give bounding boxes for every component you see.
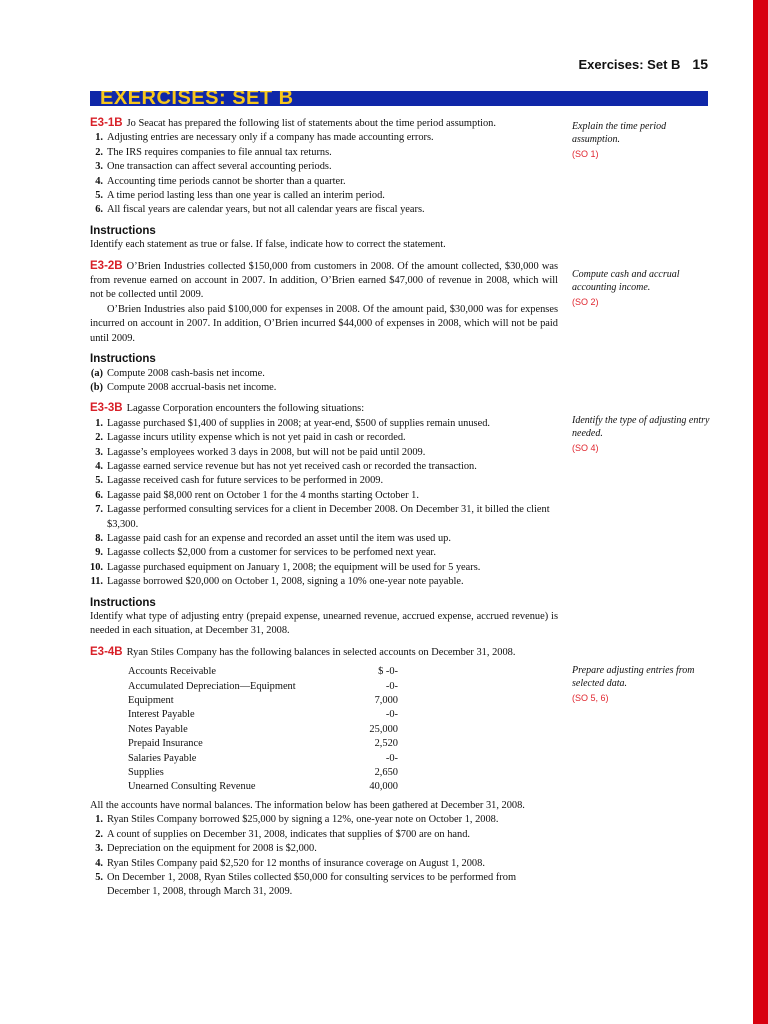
item-number: 2.	[95, 146, 103, 158]
running-head	[579, 56, 708, 72]
list-item	[90, 367, 558, 381]
list-item	[90, 842, 558, 856]
account-name: Accounts Receivable	[128, 666, 216, 678]
table-row	[128, 766, 398, 780]
table-row	[128, 680, 398, 694]
table-row	[128, 723, 398, 737]
margin-note-text: Prepare adjusting entries from selected data.	[572, 665, 695, 689]
item-number: 1.	[95, 814, 103, 826]
item-text: Lagasse paid cash for an expense and recorded an asset until the item was used up.	[107, 532, 451, 544]
item-text: Accounting time periods cannot be shorter than a quarter.	[107, 175, 346, 187]
exercise-e3-1b	[90, 116, 558, 253]
exercise-intro-text: O’Brien Industries collected $150,000 from customers in 2008. Of the amount collected, $30,000 was from revenue earned on account in 2007. In addition, O’Brien earned $47,000 of revenue in 2008, which will not be collected until 2009.	[90, 260, 558, 301]
account-amount: -0-	[385, 752, 398, 764]
exercise-id: E3-1B	[90, 117, 123, 129]
list-item	[90, 857, 558, 871]
list-item	[90, 546, 558, 560]
item-text: A count of supplies on December 31, 2008, indicates that supplies of $700 are on hand.	[107, 828, 471, 840]
list-item	[90, 871, 558, 900]
exercise-id: E3-2B	[90, 259, 123, 272]
item-number: 1.	[95, 132, 103, 144]
item-text: Lagasse’s employees worked 3 days in 2008, but will not be paid until 2009.	[107, 446, 426, 458]
item-number: 10.	[90, 561, 103, 573]
margin-note-text: Compute cash and accrual accounting income.	[572, 269, 680, 293]
item-number: 2.	[95, 828, 103, 840]
table-row	[128, 708, 398, 722]
list-item	[90, 460, 558, 474]
item-text: Adjusting entries are necessary only if a company has made accounting errors.	[107, 132, 434, 144]
item-text: Ryan Stiles Company paid $2,520 for 12 months of insurance coverage on August 1, 2008.	[107, 857, 485, 869]
exercise-e3-4b	[90, 645, 558, 900]
requirement-list	[90, 367, 558, 396]
account-name: Supplies	[128, 767, 164, 779]
item-letter: (b)	[90, 381, 103, 393]
exercise-e3-3b	[90, 401, 558, 639]
page-number: 15	[692, 56, 708, 72]
list-item	[90, 474, 558, 488]
item-number: 11.	[90, 576, 103, 588]
list-item	[90, 489, 558, 503]
item-text: Ryan Stiles Company borrowed $25,000 by signing a 12%, one-year note on October 1, 2008.	[107, 814, 499, 826]
account-amount: $ -0-	[378, 666, 398, 678]
item-number: 5.	[95, 475, 103, 487]
item-number: 7.	[95, 504, 103, 516]
account-amount: -0-	[385, 709, 398, 721]
table-row	[128, 694, 398, 708]
account-amount: -0-	[385, 680, 398, 692]
item-number: 1.	[95, 417, 103, 429]
section-banner	[90, 91, 708, 106]
study-objective-ref: (SO 5, 6)	[572, 693, 609, 703]
item-number: 4.	[95, 460, 103, 472]
item-text: Lagasse borrowed $20,000 on October 1, 2008, signing a 10% one-year note payable.	[107, 576, 464, 588]
list-item	[90, 431, 558, 445]
running-head-title: Exercises: Set B	[578, 57, 681, 72]
account-amount: 7,000	[374, 695, 398, 707]
information-list	[90, 813, 558, 899]
item-letter: (a)	[90, 367, 103, 379]
main-column	[90, 116, 558, 900]
item-number: 6.	[95, 204, 103, 216]
list-item	[90, 575, 558, 589]
account-name: Salaries Payable	[128, 752, 197, 764]
margin-note-e3-4b	[572, 664, 712, 705]
exercise-intro	[90, 116, 558, 131]
item-text: Depreciation on the equipment for 2008 is $2,000.	[107, 843, 317, 855]
situation-list	[90, 417, 558, 590]
list-item	[90, 189, 558, 203]
list-item	[90, 813, 558, 827]
list-item	[90, 131, 558, 145]
item-text: A time period lasting less than one year is called an interim period.	[107, 190, 385, 202]
item-text: Lagasse received cash for future services to be performed in 2009.	[107, 475, 384, 487]
item-number: 9.	[95, 547, 103, 559]
item-text: Lagasse performed consulting services for a client in December 2008. On December 31, it billed the client $3,300.	[107, 504, 550, 530]
list-item	[90, 160, 558, 174]
section-banner-title: EXERCISES: SET B	[100, 91, 294, 106]
study-objective-ref: (SO 2)	[572, 297, 599, 307]
exercise-intro-text: Ryan Stiles Company has the following balances in selected accounts on December 31, 2008.	[126, 646, 516, 658]
item-number: 8.	[95, 532, 103, 544]
item-text: Lagasse purchased equipment on January 1, 2008; the equipment will be used for 5 years.	[107, 561, 481, 573]
exercise-id: E3-4B	[90, 645, 123, 658]
margin-note-e3-2b	[572, 268, 712, 309]
list-item	[90, 561, 558, 575]
account-balances-table	[128, 665, 398, 795]
item-text: On December 1, 2008, Ryan Stiles collected $50,000 for consulting services to be performed from December 1, 2008, through March 31, 2009.	[107, 871, 517, 898]
list-item	[90, 175, 558, 189]
item-text: Lagasse earned service revenue but has not yet received cash or recorded the transaction.	[107, 460, 477, 472]
margin-note-e3-1b	[572, 120, 712, 161]
study-objective-ref: (SO 4)	[572, 443, 599, 453]
item-text: Compute 2008 accrual-basis net income.	[107, 381, 277, 393]
account-amount: 40,000	[369, 781, 398, 793]
item-number: 3.	[95, 446, 103, 458]
table-row	[128, 737, 398, 751]
account-name: Notes Payable	[128, 723, 188, 735]
edge-color-bar	[753, 0, 768, 1024]
exercise-intro	[90, 259, 558, 303]
list-item	[90, 203, 558, 217]
account-name: Prepaid Insurance	[128, 738, 203, 750]
table-row	[128, 665, 398, 679]
item-text: The IRS requires companies to file annual tax returns.	[107, 146, 332, 158]
exercise-intro-text: Lagasse Corporation encounters the following situations:	[126, 403, 365, 415]
exercise-paragraph: O’Brien Industries also paid $100,000 for expenses in 2008. Of the amount paid, $30,000 was for expenses incurred on account in 2007. In addition, O’Brien incurred $44,000 of expenses in 2008, which will not be paid until 2009.	[90, 303, 558, 344]
item-text: Compute 2008 cash-basis net income.	[107, 367, 265, 379]
item-text: Lagasse collects $2,000 from a customer for services to be perfomed next year.	[107, 547, 436, 559]
instructions-text: Identify each statement as true or false. If false, indicate how to correct the statement.	[90, 239, 446, 251]
margin-note-text: Explain the time period assumption.	[572, 121, 667, 145]
instructions-heading: Instructions	[90, 596, 156, 609]
account-amount: 2,520	[374, 738, 398, 750]
margin-note-e3-3b	[572, 414, 712, 455]
item-text: Lagasse purchased $1,400 of supplies in 2008; at year-end, $500 of supplies remain unused.	[107, 417, 491, 429]
instructions-heading: Instructions	[90, 224, 156, 237]
list-item	[90, 446, 558, 460]
exercise-intro-text: Jo Seacat has prepared the following list of statements about the time period assumption.	[126, 118, 496, 129]
study-objective-ref: (SO 1)	[572, 149, 599, 159]
item-text: All fiscal years are calendar years, but not all calendar years are fiscal years.	[107, 204, 425, 216]
account-name: Interest Payable	[128, 709, 195, 721]
instructions-text: Identify what type of adjusting entry (prepaid expense, unearned revenue, accrued expense, accrued revenue) is needed in each situation, at December 31, 2008.	[90, 611, 558, 637]
item-number: 4.	[95, 175, 103, 187]
list-item	[90, 503, 558, 532]
item-number: 2.	[95, 432, 103, 444]
account-amount: 25,000	[369, 723, 398, 735]
exercise-id: E3-3B	[90, 402, 123, 415]
list-item	[90, 417, 558, 431]
table-row	[128, 780, 398, 794]
list-item	[90, 146, 558, 160]
account-name: Equipment	[128, 695, 174, 707]
item-number: 3.	[95, 843, 103, 855]
exercise-intro	[90, 401, 558, 416]
list-item	[90, 532, 558, 546]
exercise-e3-2b	[90, 259, 558, 396]
account-name: Accumulated Depreciation—Equipment	[128, 680, 296, 692]
item-number: 4.	[95, 857, 103, 869]
item-number: 5.	[95, 871, 103, 883]
item-number: 6.	[95, 489, 103, 501]
item-text: Lagasse paid $8,000 rent on October 1 for the 4 months starting October 1.	[107, 489, 419, 501]
account-name: Unearned Consulting Revenue	[128, 781, 256, 793]
list-item	[90, 828, 558, 842]
exercise-intro	[90, 645, 558, 660]
account-amount: 2,650	[374, 767, 398, 779]
item-number: 3.	[95, 161, 103, 173]
item-text: One transaction can affect several accounting periods.	[107, 161, 332, 173]
table-row	[128, 752, 398, 766]
exercise-paragraph: All the accounts have normal balances. The information below has been gathered at December 31, 2008.	[90, 799, 525, 811]
margin-note-text: Identify the type of adjusting entry needed.	[572, 415, 710, 439]
item-text: Lagasse incurs utility expense which is not yet paid in cash or recorded.	[107, 432, 406, 444]
list-item	[90, 381, 558, 395]
statement-list	[90, 131, 558, 217]
item-number: 5.	[95, 190, 103, 202]
instructions-heading: Instructions	[90, 353, 156, 366]
